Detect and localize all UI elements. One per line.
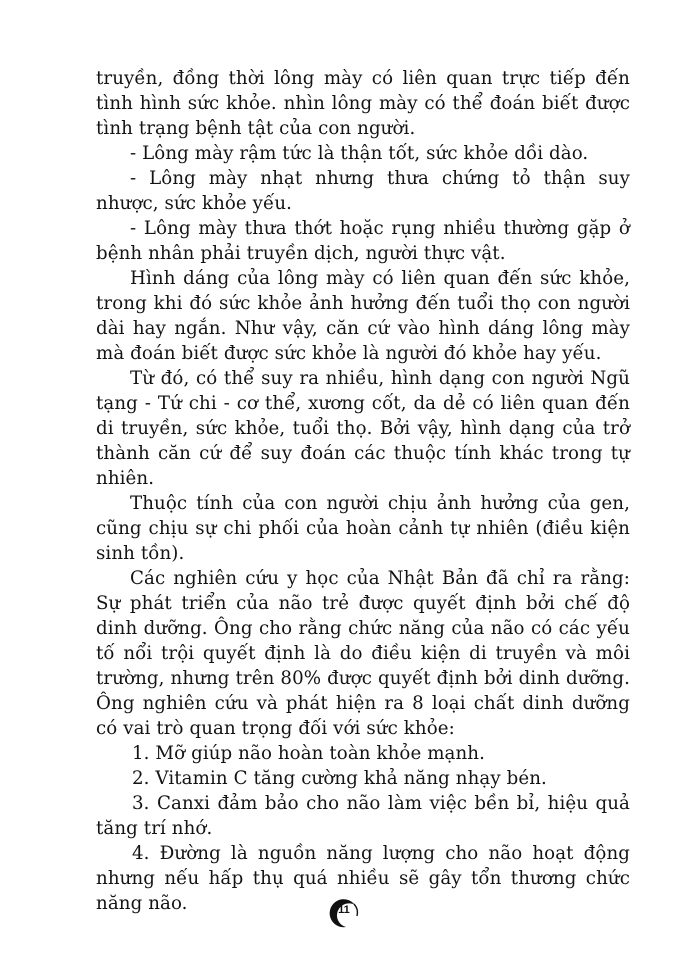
page-number: 11 [338, 904, 350, 916]
list-item-sugar: 4. Đường là nguồn năng lượng cho não hoạt động nhưng nếu hấp thụ quá nhiều sẽ gây tổn thương chức năng não. [96, 843, 630, 914]
document-body [96, 66, 630, 916]
paragraph-eyebrow-shape: Hình dáng của lông mày có liên quan đến sức khỏe, trong khi đó sức khỏe ảnh hưởng đến tuổi thọ con người dài hay ngắn. Như vậy, căn cứ vào hình dáng lông mày mà đoán biết được sức khỏe là người đó khỏe hay yếu. [96, 268, 630, 364]
paragraph-continuation: truyền, đồng thời lông mày có liên quan trực tiếp đến tình hình sức khỏe. nhìn lông mày có thể đoán biết được tình trạng bệnh tật của con người. [96, 68, 630, 139]
list-item-fat: 1. Mỡ giúp não hoàn toàn khỏe mạnh. [132, 743, 485, 764]
page-number-badge [327, 896, 361, 930]
list-item-calcium: 3. Canxi đảm bảo cho não làm việc bền bỉ, hiệu quả tăng trí nhớ. [96, 793, 630, 839]
bullet-bushy-eyebrows: - Lông mày rậm tức là thận tốt, sức khỏe dồi dào. [130, 143, 589, 164]
bullet-thin-eyebrows: - Lông mày nhạt nhưng thưa chứng tỏ thận suy nhược, sức khỏe yếu. [96, 168, 630, 214]
paragraph-human-attributes: Thuộc tính của con người chịu ảnh hưởng của gen, cũng chịu sự chi phối của hoàn cảnh tự nhiên (điều kiện sinh tồn). [96, 493, 630, 564]
paragraph-japanese-research: Các nghiên cứu y học của Nhật Bản đã chỉ ra rằng: Sự phát triển của não trẻ được quyết định bởi chế độ dinh dưỡng. Ông cho rằng chức năng của não có các yếu tố nổi trội quyết định là do điều kiện di truyền và môi trường, nhưng trên 80% được quyết định bởi dinh dưỡng. Ông nghiên cứu và phát hiện ra 8 loại chất dinh dưỡng có vai trò quan trọng đối với sức khỏe: [96, 568, 630, 739]
list-item-vitamin-c: 2. Vitamin C tăng cường khả năng nhạy bén. [132, 768, 547, 789]
paragraph-body-shape: Từ đó, có thể suy ra nhiều, hình dạng con người Ngũ tạng - Tứ chi - cơ thể, xương cốt, da dẻ có liên quan đến di truyền, sức khỏe, tuổi thọ. Bởi vậy, hình dạng của trở thành căn cứ để suy đoán các thuộc tính khác trong tự nhiên. [96, 368, 630, 489]
bullet-sparse-eyebrows: - Lông mày thưa thớt hoặc rụng nhiều thường gặp ở bệnh nhân phải truyền dịch, người thực vật. [96, 218, 630, 264]
